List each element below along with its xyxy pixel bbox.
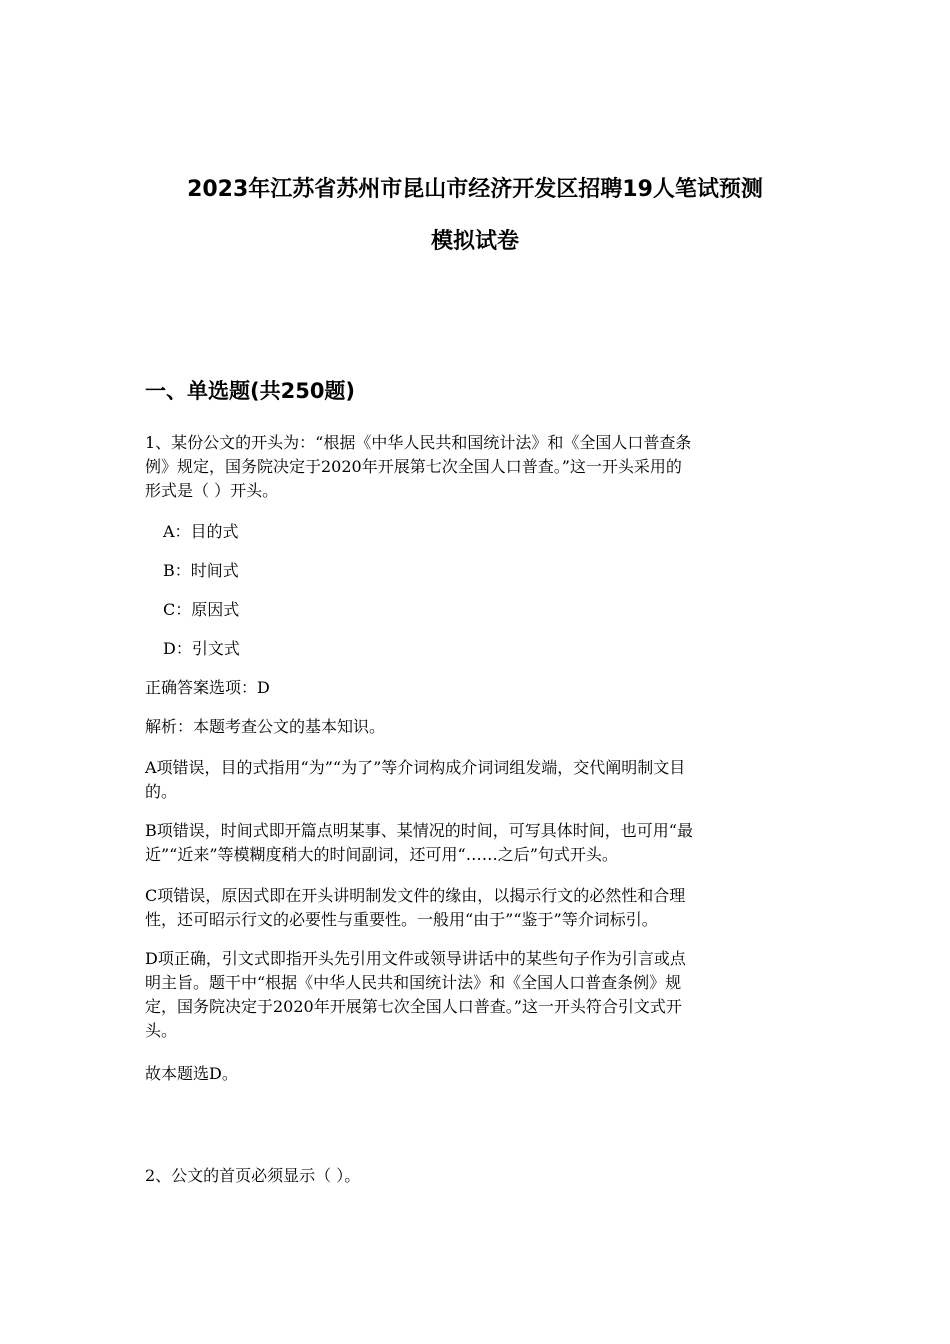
correct-answer: 正确答案选项：D [145, 678, 270, 697]
explanation-line: D项正确，引文式即指开头先引用文件或领导讲话中的某些句子作为引言或点 [145, 949, 686, 968]
explanation-line: 性，还可昭示行文的必要性与重要性。一般用“由于”“鉴于”等介词标引。 [145, 910, 658, 929]
question-2-stem: 2、公文的首页必须显示（ ）。 [145, 1166, 361, 1185]
option-c: C：原因式 [163, 600, 240, 619]
explanation-line: C项错误，原因式即在开头讲明制发文件的缘由，以揭示行文的必然性和合理 [145, 886, 686, 905]
section-heading: 一、单选题(共250题) [145, 379, 356, 403]
stem-line: 1、某份公文的开头为：“根据《中华人民共和国统计法》和《全国人口普查条 [145, 433, 692, 452]
stem-line: 形式是（ ）开头。 [145, 481, 279, 500]
explanation-line: 近”“近来”等模糊度稍大的时间副词，还可用“……之后”句式开头。 [145, 845, 618, 864]
explanation-line: 头。 [145, 1021, 178, 1040]
explanation-a [145, 756, 805, 804]
explanation-b [145, 819, 805, 867]
title-line-1: 2023年江苏省苏州市昆山市经济开发区招聘19人笔试预测 [187, 177, 763, 202]
option-b: B：时间式 [163, 561, 239, 580]
explanation-line: 的。 [145, 782, 178, 801]
explanation-line: 明主旨。题干中“根据《中华人民共和国统计法》和《全国人口普查条例》规 [145, 973, 682, 992]
question-1-stem [145, 431, 805, 503]
explanation-c [145, 884, 805, 932]
option-a: A：目的式 [163, 522, 239, 541]
explanation-d [145, 947, 805, 1043]
explanation-line: A项错误，目的式指用“为”“为了”等介词构成介词词组发端，交代阐明制文目 [145, 758, 686, 777]
option-d: D：引文式 [163, 639, 240, 658]
stem-line: 例》规定，国务院决定于2020年开展第七次全国人口普查。”这一开头采用的 [145, 457, 682, 476]
explanation-line: B项错误，时间式即开篇点明某事、某情况的时间，可写具体时间，也可用“最 [145, 821, 693, 840]
title-line-2: 模拟试卷 [430, 229, 519, 254]
conclusion: 故本题选D。 [145, 1064, 238, 1083]
document-title [120, 172, 830, 260]
analysis-intro: 解析：本题考查公文的基本知识。 [145, 717, 386, 736]
explanation-line: 定，国务院决定于2020年开展第七次全国人口普查。”这一开头符合引文式开 [145, 997, 682, 1016]
